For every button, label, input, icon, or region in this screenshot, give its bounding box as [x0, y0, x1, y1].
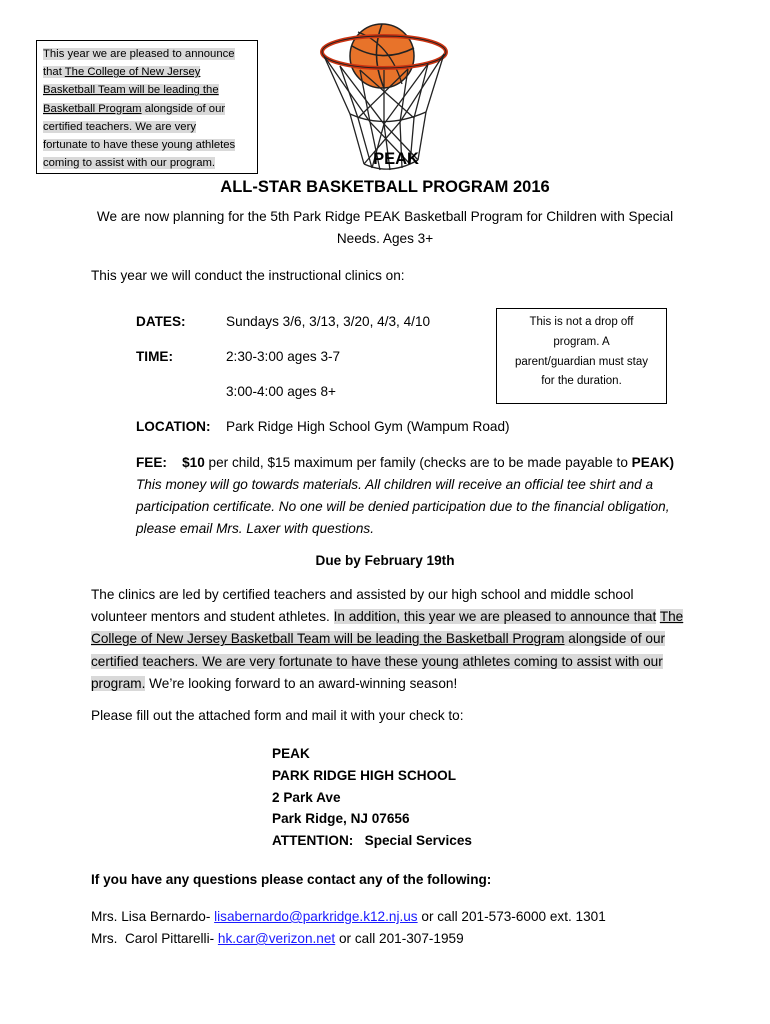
title-text: PEAK — [373, 150, 419, 168]
questions-heading: If you have any questions please contact any of the following: — [91, 872, 492, 887]
note-text: that — [43, 66, 65, 79]
contact-name: Mrs. Carol Pittarelli- — [91, 931, 218, 946]
time-value-2: 3:00-4:00 ages 8+ — [226, 384, 336, 399]
contact-row — [91, 928, 606, 950]
note-text-underlined: Basketball Program — [43, 102, 142, 115]
fee-label: FEE: — [136, 455, 167, 470]
due-date: Due by February 19th — [315, 553, 455, 568]
contact-phone: or call 201-307-1959 — [335, 931, 464, 946]
note-line — [43, 118, 251, 136]
note-line — [43, 81, 251, 99]
contact-email-link[interactable]: hk.car@verizon.net — [217, 931, 336, 946]
mail-instructions: Please fill out the attached form and mail it with your check to: — [91, 708, 464, 723]
note-text: coming to assist with our program. — [43, 157, 216, 170]
mailing-address — [272, 743, 472, 852]
address-line: PARK RIDGE HIGH SCHOOL — [272, 767, 457, 783]
clinic-highlight-underlined: The College of New Jersey Basketball Team will be leading the Basketball Program — [91, 609, 684, 647]
clinic-intro: This year we will conduct the instructional clinics on: — [91, 268, 405, 283]
note-text: fortunate to have these young athletes — [43, 139, 236, 152]
address-line: ATTENTION: Special Services — [272, 833, 472, 849]
dropoff-line: program. A — [553, 335, 610, 348]
note-text-underlined: Basketball Team will be leading the — [43, 84, 219, 97]
dates-value: Sundays 3/6, 3/13, 3/20, 4/3, 4/10 — [226, 314, 431, 329]
note-text: This year we are pleased to announce — [43, 48, 235, 60]
note-line — [43, 45, 251, 63]
dropoff-line: parent/guardian must stay — [515, 355, 648, 368]
address-line: PEAK — [272, 746, 310, 761]
time-label: TIME: — [136, 349, 173, 364]
note-text: alongside of our — [141, 102, 226, 115]
page-title-peak — [0, 150, 770, 169]
contact-email-link[interactable]: lisabernardo@parkridge.k12.nj.us — [214, 909, 418, 924]
contact-list — [91, 906, 606, 950]
contact-name: Mrs. Lisa Bernardo- — [91, 909, 215, 924]
dropoff-notice-box — [496, 308, 667, 404]
location-value: Park Ridge High School Gym (Wampum Road) — [226, 419, 510, 434]
address-line: 2 Park Ave — [272, 789, 341, 805]
page-title-program: ALL-STAR BASKETBALL PROGRAM 2016 — [220, 178, 550, 196]
note-text-underlined: The College of New Jersey — [64, 66, 201, 79]
time-value-1: 2:30-3:00 ages 3-7 — [226, 349, 341, 364]
clinic-tail: We’re looking forward to an award-winning season! — [145, 675, 458, 691]
contact-row — [91, 906, 606, 928]
fee-payee: PEAK) — [631, 455, 674, 470]
fee-paragraph — [136, 452, 696, 540]
dropoff-line: This is not a drop off — [529, 316, 634, 328]
clinic-text: The clinics are led by certified teachers and assisted by our high school and middle school volunteer mentors and student athletes. — [91, 587, 634, 625]
clinic-highlight-rest: alongside of our certified teachers. We are very fortunate to have these young athletes coming to assist with our program. — [91, 631, 666, 691]
intro-paragraph: We are now planning for the 5th Park Ridge PEAK Basketball Program for Children with Special Needs. Ages 3+ — [96, 209, 674, 246]
clinic-highlight: In addition, this year we are pleased to announce that — [333, 609, 657, 625]
note-text: certified teachers. We are very — [43, 120, 196, 133]
location-label: LOCATION: — [136, 419, 211, 434]
dates-label: DATES: — [136, 314, 186, 329]
fee-text: per child, $15 maximum per family (checks are to be made payable to — [204, 455, 628, 470]
address-line: Park Ridge, NJ 07656 — [272, 811, 410, 827]
fee-note: This money will go towards materials. All children will receive an official tee shirt and a participation certificate. No one will be denied participation due to the financial obligation, please email Mrs. Laxer with questions. — [136, 477, 670, 536]
dropoff-line: for the duration. — [541, 375, 622, 388]
note-line — [43, 63, 251, 81]
clinic-paragraph — [91, 584, 691, 695]
note-line — [43, 100, 251, 118]
fee-amount: $10 — [182, 455, 205, 470]
contact-phone: or call 201-573-6000 ext. 1301 — [417, 909, 606, 924]
